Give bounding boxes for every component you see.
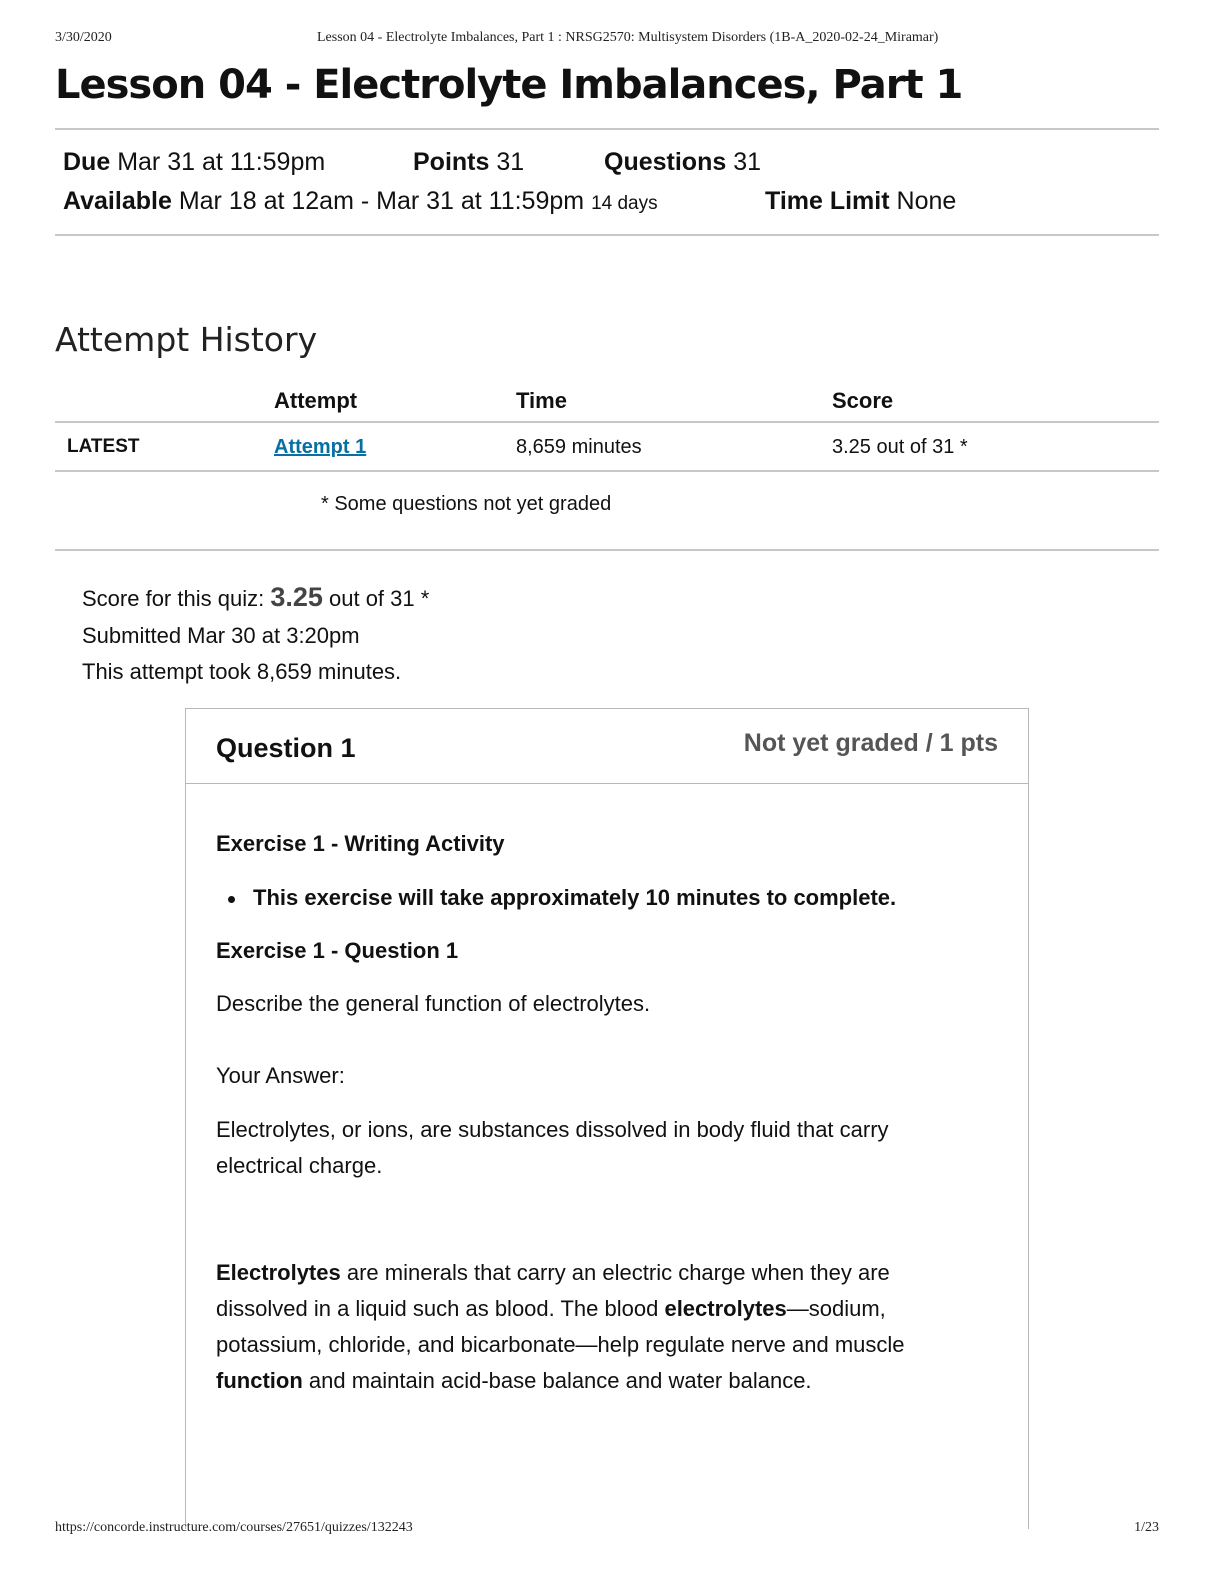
score-summary xyxy=(82,582,429,613)
print-title: Lesson 04 - Electrolyte Imbalances, Part 1 : NRSG2570: Multisystem Disorders (1B-A_2020-02-24_Miramar) xyxy=(317,30,939,45)
divider xyxy=(55,234,1159,236)
answer-label: Your Answer: xyxy=(216,1063,345,1088)
time-limit-detail xyxy=(765,187,956,216)
score-value: 3.25 xyxy=(270,582,323,612)
print-date: 3/30/2020 xyxy=(55,30,112,45)
bullet-icon xyxy=(228,896,235,903)
print-header xyxy=(55,30,1159,50)
ungraded-note: * Some questions not yet graded xyxy=(321,493,612,515)
due-label: Due xyxy=(63,148,111,176)
available-value: Mar 18 at 12am - Mar 31 at 11:59pm xyxy=(178,187,585,215)
points-label: Points xyxy=(413,148,490,176)
page-number: 1/23 xyxy=(1134,1520,1159,1535)
exercise-heading: Exercise 1 - Writing Activity xyxy=(216,831,505,856)
question-heading: Exercise 1 - Question 1 xyxy=(216,938,459,963)
available-days: 14 days xyxy=(591,193,658,214)
points-detail xyxy=(413,148,524,177)
attempt-history-title: Attempt History xyxy=(55,320,318,359)
submitted-text: Submitted Mar 30 at 3:20pm xyxy=(82,623,360,648)
available-detail xyxy=(63,187,658,216)
column-header-time: Time xyxy=(516,388,567,413)
available-label: Available xyxy=(63,187,172,215)
explanation-bold: Electrolytes xyxy=(216,1260,341,1285)
table-row-divider xyxy=(55,470,1159,472)
page-title: Lesson 04 - Electrolyte Imbalances, Part 1 xyxy=(55,62,963,108)
points-value: 31 xyxy=(496,148,525,176)
explanation-bold: electrolytes xyxy=(664,1296,787,1321)
questions-label: Questions xyxy=(604,148,727,176)
question-points: Not yet graded / 1 pts xyxy=(743,729,998,757)
column-header-attempt: Attempt xyxy=(274,388,358,413)
question-title: Question 1 xyxy=(216,733,356,763)
explanation-part: are minerals that carry an electric charge when they are dissolved in a liquid such as blood. The blood xyxy=(216,1260,890,1321)
print-footer xyxy=(55,1520,1159,1540)
attempt-time: 8,659 minutes xyxy=(516,436,642,458)
attempt-1-link[interactable]: Attempt 1 xyxy=(274,436,367,458)
column-header-score: Score xyxy=(832,388,894,413)
time-limit-label: Time Limit xyxy=(765,187,890,215)
latest-tag: LATEST xyxy=(67,436,140,457)
answer-text: Electrolytes, or ions, are substances dissolved in body fluid that carry electrical charge. xyxy=(216,1117,889,1178)
question-prompt: Describe the general function of electrolytes. xyxy=(216,991,651,1016)
duration-text: This attempt took 8,659 minutes. xyxy=(82,659,402,684)
explanation-part: and maintain acid-base balance and water balance. xyxy=(302,1368,812,1393)
question-header xyxy=(186,709,1028,784)
quiz-details-row-1 xyxy=(63,148,325,177)
questions-value: 31 xyxy=(733,148,762,176)
explanation-text xyxy=(216,1255,976,1399)
explanation-part: —sodium, potassium, chloride, and bicarbonate—help regulate nerve and muscle xyxy=(216,1296,905,1357)
table-header-divider xyxy=(55,421,1159,423)
print-url: https://concorde.instructure.com/courses/27651/quizzes/132243 xyxy=(55,1520,413,1535)
exercise-bullet: This exercise will take approximately 10 minutes to complete. xyxy=(253,885,897,910)
divider xyxy=(55,549,1159,551)
explanation-bold: function xyxy=(216,1368,303,1393)
score-prefix: Score for this quiz: xyxy=(82,586,265,611)
due-value: Mar 31 at 11:59pm xyxy=(117,148,326,176)
time-limit-value: None xyxy=(896,187,957,215)
questions-detail xyxy=(604,148,761,177)
question-card xyxy=(185,708,1029,1529)
divider xyxy=(55,128,1159,130)
attempt-score: 3.25 out of 31 * xyxy=(832,436,968,458)
score-suffix: out of 31 * xyxy=(329,586,430,611)
